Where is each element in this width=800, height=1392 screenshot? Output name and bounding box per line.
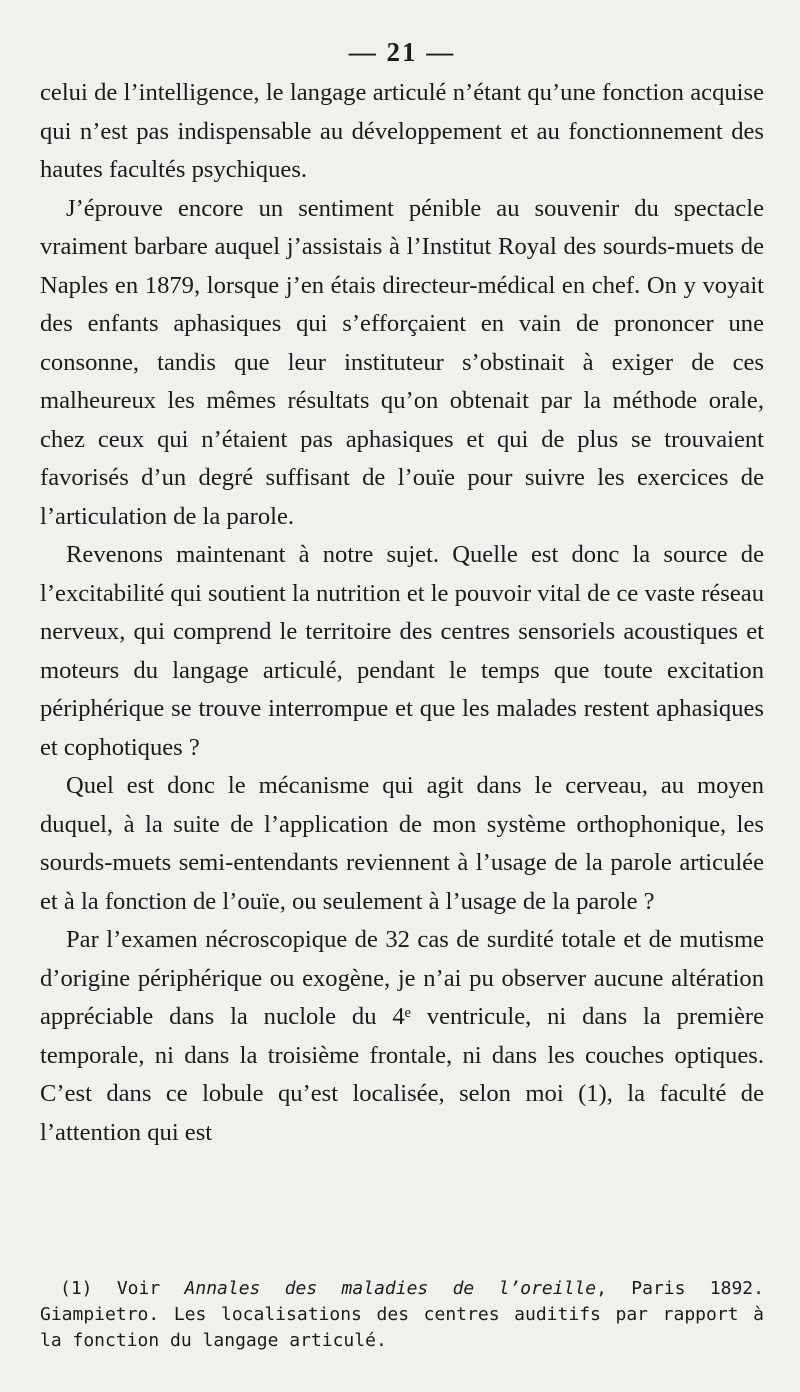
paragraph: J’éprouve encore un sentiment pénible au souvenir du spectacle vraiment barbare auquel j’assistais à l’Institut Royal des sourds-muets de Naples en 1879, lorsque j’en étais directeur-médical en chef. On y voyait des enfants aphasiques qui s’efforçaient en vain de prononcer une consonne, tandis que leur instituteur s’obstinait à exiger de ces malheureux les mêmes résultats qu’on obtenait par la méthode orale, chez ceux qui n’étaient pas aphasiques et qui de plus se trouvaient favorisés d’un degré suffisant de l’ouïe pour suivre les exercices de l’articulation de la parole.: [40, 194, 764, 530]
paragraph: Quel est donc le mécanisme qui agit dans le cerveau, au moyen duquel, à la suite de l’application de mon système orthophonique, les sourds-muets semi-entendants reviennent à l’usage de la parole articulée et à la fonction de l’ouïe, ou seulement à l’usage de la parole ?: [40, 772, 764, 915]
page: [40, 0, 764, 1351]
footnote-journal-title: Annales des maladies de l’oreille: [184, 1278, 597, 1299]
paragraph: Par l’examen nécroscopique de 32 cas de surdité totale et de mutisme d’origine périphérique ou exogène, je n’ai pu observer aucune altération appréciable dans la nuclole du 4ᵉ ventricule, ni dans la première temporale, ni dans la troisième frontale, ni dans les couches optiques. C’est dans ce lobule qu’est localisée, selon moi (1), la faculté de l’attention qui est: [40, 926, 764, 1146]
paragraph: Revenons maintenant à notre sujet. Quelle est donc la source de l’excitabilité qui soutient la nutrition et le pouvoir vital de ce vaste réseau nerveux, qui comprend le territoire des centres sensoriels acoustiques et moteurs du langage articulé, pendant le temps que toute excitation périphérique se trouve interrompue et que les malades restent aphasiques et cophotiques ?: [40, 541, 764, 761]
footnote-post: , Paris 1892. Giampietro. Les localisations des centres auditifs par rapport à la fonction du langage articulé.: [40, 1278, 764, 1351]
body-text: [40, 74, 764, 1152]
page-number: — 21 —: [348, 37, 456, 67]
footnote-marker: (1): [60, 1278, 93, 1299]
footnote: [40, 1276, 764, 1354]
footnote-text: [40, 1276, 764, 1354]
paragraph: celui de l’intelligence, le langage articulé n’étant qu’une fonction acquise qui n’est pas indispensable au développement et au fonctionnement des hautes facultés psychiques.: [40, 79, 764, 183]
footnote-pre: Voir: [116, 1278, 161, 1299]
